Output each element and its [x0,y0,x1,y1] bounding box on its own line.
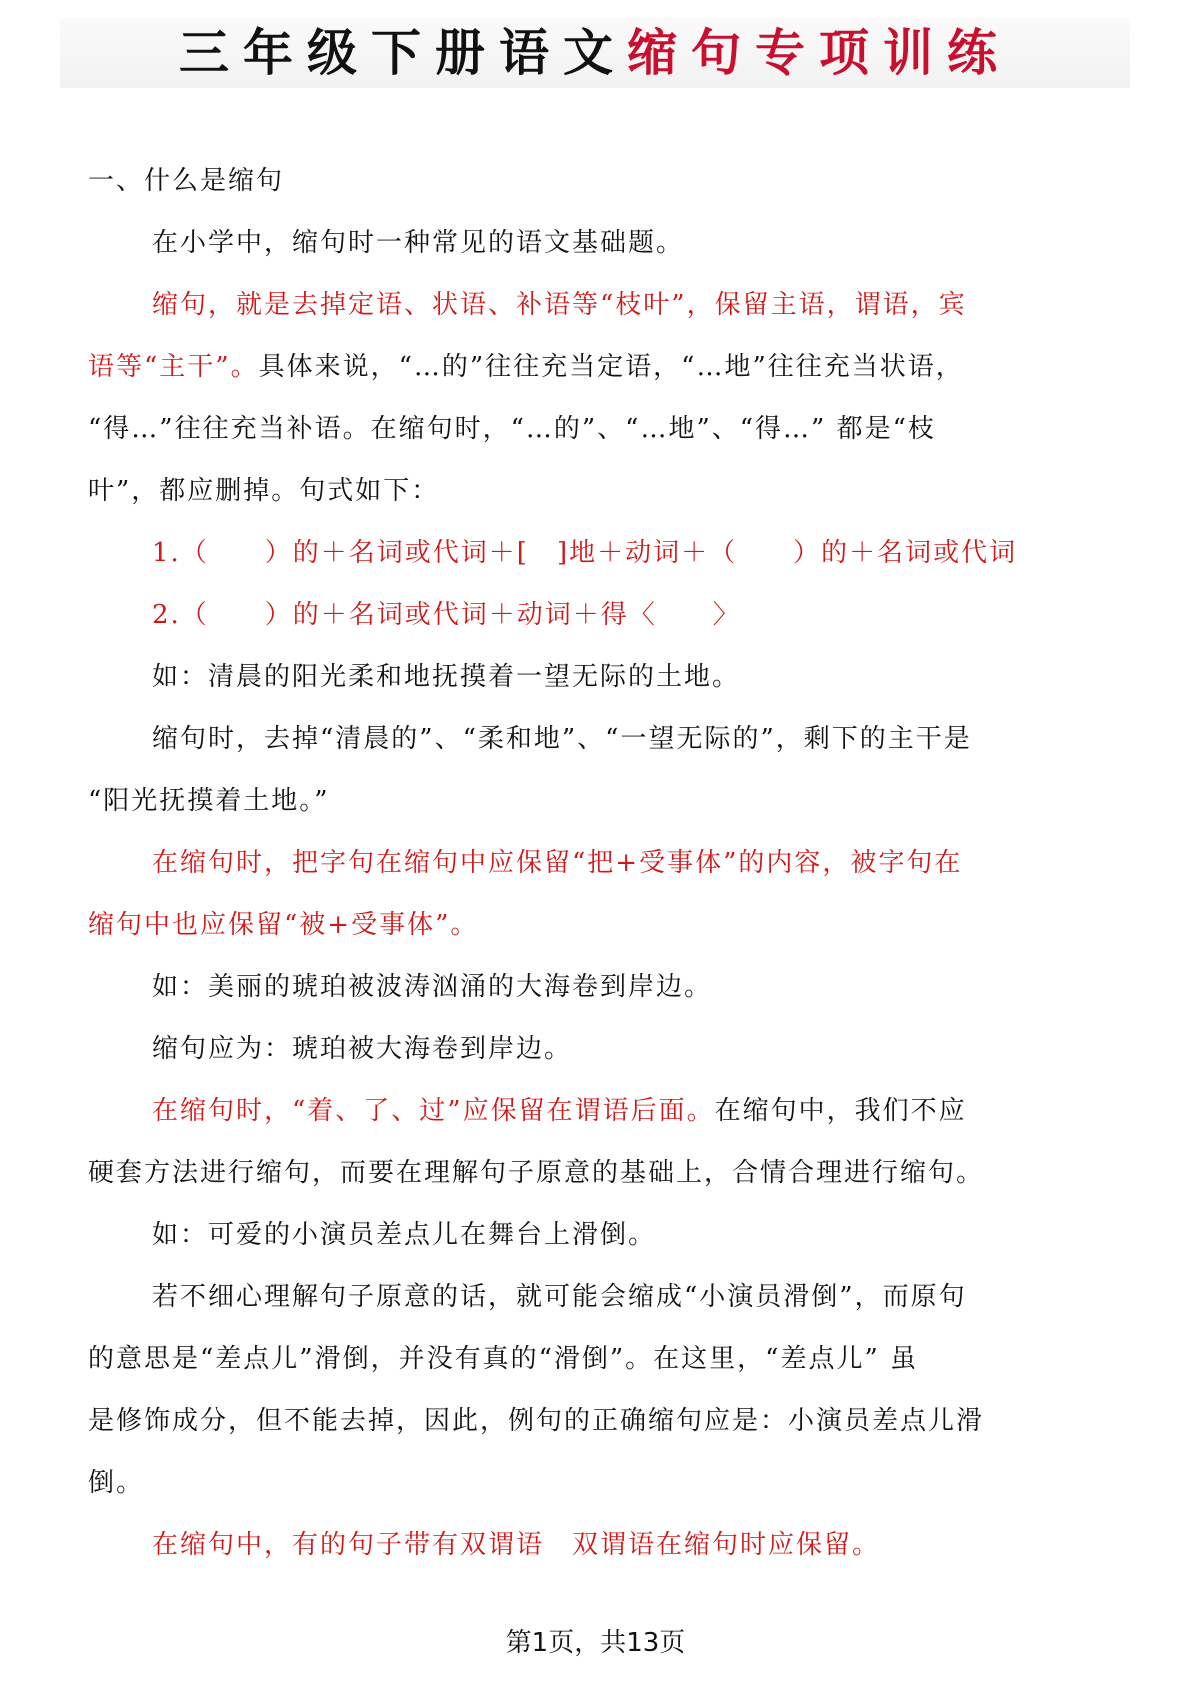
text-segment: 在缩句时，“着、了、过”应保留在谓语后面。 [152,1096,715,1126]
text-segment: 如：可爱的小演员差点儿在舞台上滑倒。 [152,1220,657,1250]
text-segment: “得…”往往充当补语。在缩句时，“…的”、“…地”、“得…” 都是“枝 [88,414,936,444]
text-line [88,1018,1108,1080]
text-line [88,956,1108,1018]
text-line [88,832,1108,894]
text-segment: 叶”，都应删掉。句式如下： [88,476,440,506]
text-segment: 的意思是“差点儿”滑倒，并没有真的“滑倒”。在这里，“差点儿” 虽 [88,1344,919,1374]
text-segment: 具体来说，“…的”往往充当定语，“…地”往往充当状语， [258,352,964,382]
text-segment: 在缩句时，把字句在缩句中应保留“把+受事体”的内容，被字句在 [152,848,963,878]
text-line [88,1204,1108,1266]
section-heading: 一、什么是缩句 [88,166,285,196]
text-line [88,522,1108,584]
document-title-banner [60,18,1130,88]
title-red-part: 缩句专项训练 [627,24,1011,82]
title-black-part: 三年级下册语文 [179,24,627,82]
text-line [88,1390,1108,1452]
document-title [179,24,1011,82]
text-segment: 在小学中，缩句时一种常见的语文基础题。 [152,228,685,258]
text-segment: 缩句，就是去掉定语、状语、补语等“枝叶”，保留主语，谓语，宾 [152,290,967,320]
text-segment: 语等“主干”。 [88,352,259,382]
text-segment: 如：美丽的琥珀被波涛汹涌的大海卷到岸边。 [152,972,713,1002]
text-line [88,460,1108,522]
text-segment: 若不细心理解句子原意的话，就可能会缩成“小演员滑倒”，而原句 [152,1282,967,1312]
text-line [88,274,1108,336]
text-line [88,1452,1108,1514]
text-line [88,894,1108,956]
text-line [88,212,1108,274]
text-segment: 缩句时，去掉“清晨的”、“柔和地”、“一望无际的”，剩下的主干是 [152,724,972,754]
text-line [88,770,1108,832]
text-segment: 在缩句中，我们不应 [714,1096,967,1126]
text-segment: 倒。 [88,1468,145,1498]
document-body [88,150,1108,1576]
text-segment: 在缩句中，有的句子带有双谓语 双谓语在缩句时应保留。 [152,1530,881,1560]
page-indicator: 第1页，共13页 [505,1628,686,1658]
text-line [88,646,1108,708]
text-line [88,1142,1108,1204]
text-line [88,1514,1108,1576]
text-line [88,398,1108,460]
text-segment: 如：清晨的阳光柔和地抚摸着一望无际的土地。 [152,662,741,692]
text-segment: 是修饰成分，但不能去掉，因此，例句的正确缩句应是：小演员差点儿滑 [88,1406,985,1436]
text-segment: 缩句中也应保留“被+受事体”。 [88,910,479,940]
text-segment: 缩句应为：琥珀被大海卷到岸边。 [152,1034,573,1064]
text-line [88,584,1108,646]
paragraph-lines [88,212,1108,1576]
text-segment: 1.（ ）的＋名词或代词＋[ ]地＋动词＋（ ）的＋名词或代词 [152,538,1018,568]
text-line [88,708,1108,770]
text-line [88,1328,1108,1390]
text-segment: 2.（ ）的＋名词或代词＋动词＋得〈 〉 [152,600,741,630]
text-line [88,1266,1108,1328]
text-line [88,1080,1108,1142]
text-line [88,336,1108,398]
text-segment: “阳光抚摸着土地。” [88,786,330,816]
text-segment: 硬套方法进行缩句，而要在理解句子原意的基础上，合情合理进行缩句。 [88,1158,985,1188]
